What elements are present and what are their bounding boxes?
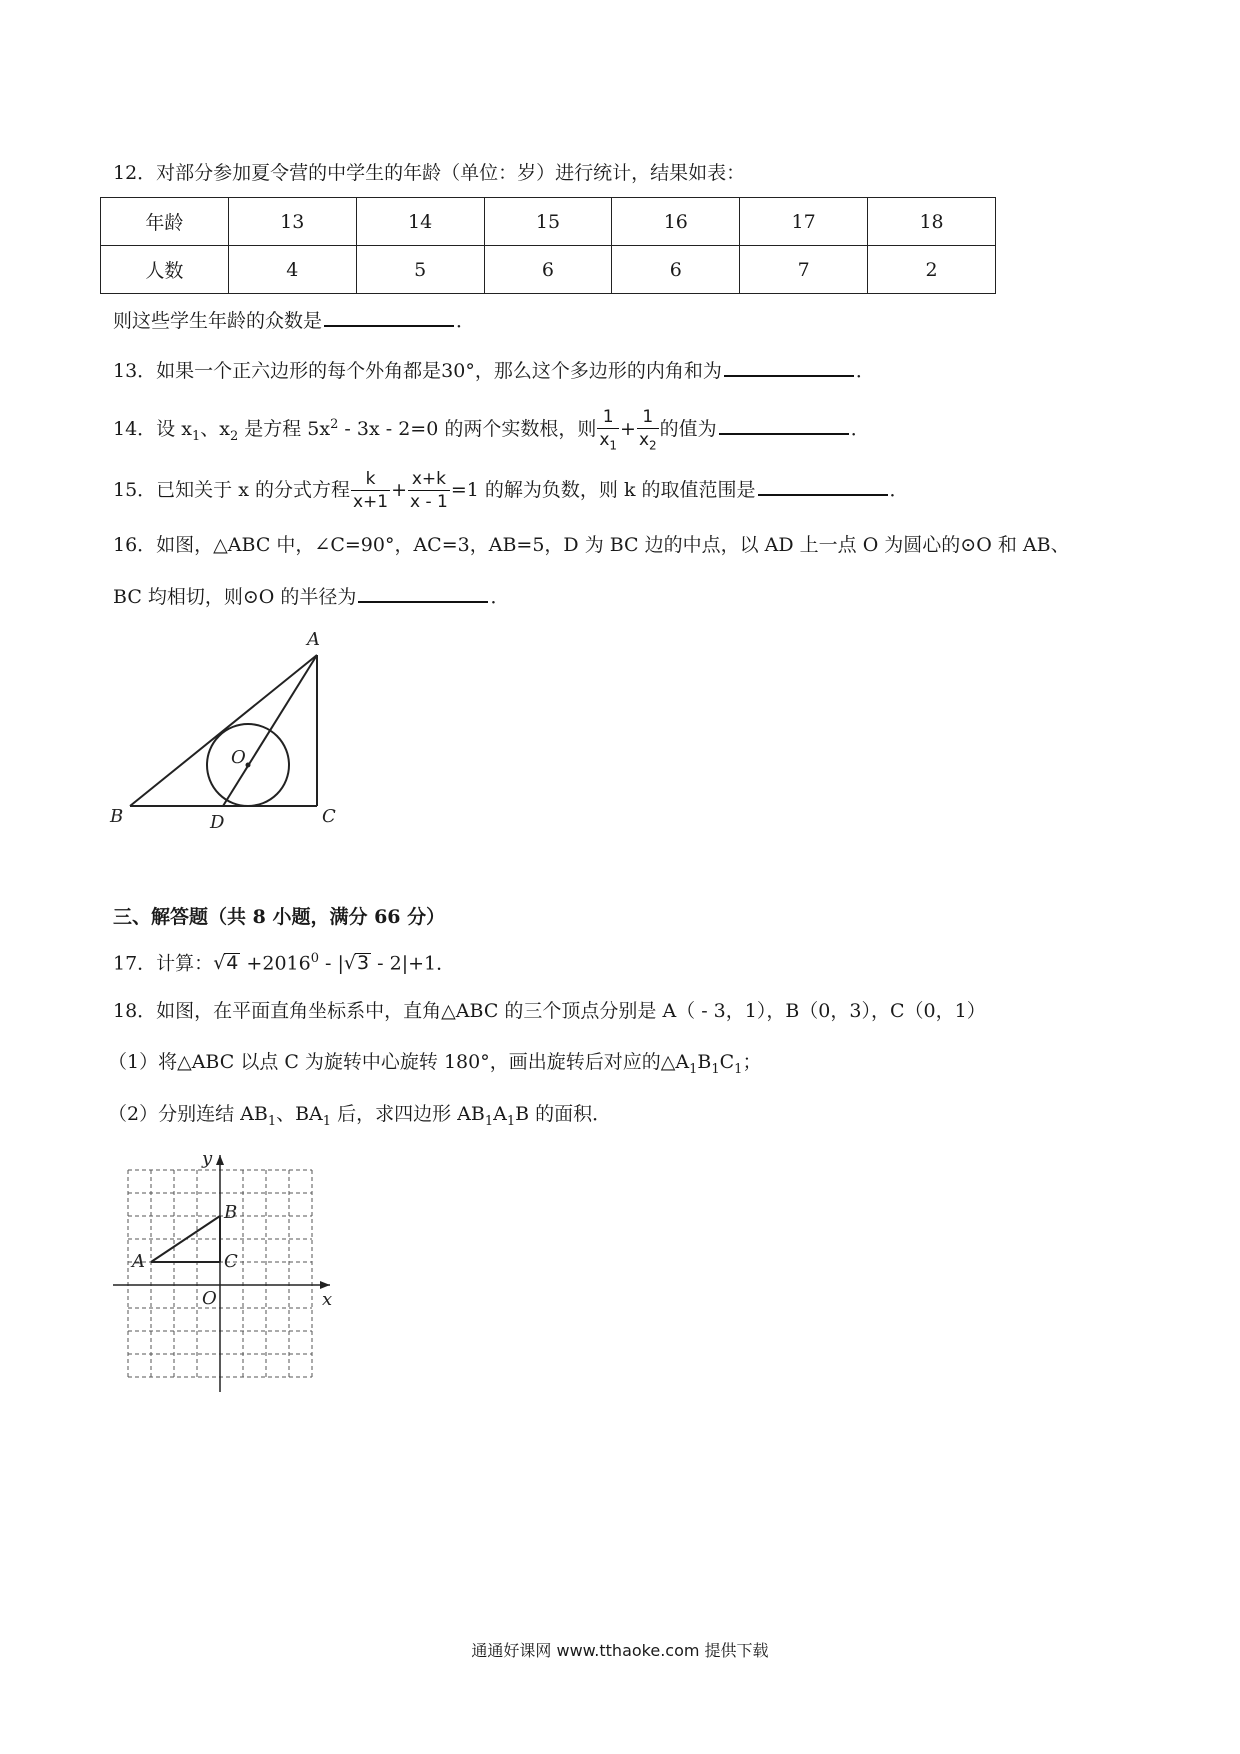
subscript: 1: [191, 429, 201, 445]
q15-suffix: =1 的解为负数，则 k 的取值范围是: [450, 479, 756, 502]
footer-text: 通通好课网 www.tthaoke.com 提供下载: [471, 1641, 769, 1660]
table-row: [101, 246, 996, 294]
subscript: 1: [734, 1061, 743, 1077]
label-c: C: [322, 806, 336, 827]
side-ab: [151, 1216, 220, 1262]
label-a: A: [132, 1251, 145, 1272]
origin-label: O: [202, 1288, 217, 1309]
label-o: O: [231, 747, 246, 768]
table-row: [101, 198, 996, 246]
label-d: D: [210, 812, 225, 833]
radicand: 4: [226, 952, 239, 975]
superscript: 2: [330, 416, 339, 432]
row-header-age: 年龄: [101, 198, 229, 246]
q13-text: 13．如果一个正六边形的每个外角都是30°，那么这个多边形的内角和为: [113, 360, 722, 382]
answer-blank[interactable]: [758, 493, 888, 496]
table-cell: 16: [612, 198, 740, 246]
y-axis-arrow-icon: [216, 1155, 224, 1165]
q18-text: 18．如图，在平面直角坐标系中，直角△ABC 的三个顶点分别是 A（ - 3，1），B（0，3），C（0，1）: [113, 1000, 986, 1022]
q14-prefix: 14．设 x: [113, 418, 192, 441]
q18-part1: [108, 1053, 761, 1076]
table-cell: 14: [356, 198, 484, 246]
label-a: A: [307, 629, 320, 650]
fraction: [351, 470, 390, 512]
period: ．: [889, 479, 909, 502]
q12-text: 12．对部分参加夏令营的中学生的年龄（单位：岁）进行统计，结果如表：: [113, 162, 746, 184]
answer-blank[interactable]: [324, 324, 454, 327]
table-cell: 5: [356, 246, 484, 294]
q17-prefix: 17．计算：: [113, 952, 214, 975]
vertex-b: B: [697, 1051, 712, 1073]
triangle-figure: [100, 625, 360, 845]
subscript: 1: [484, 1113, 494, 1129]
q14-text: - 3x - 2=0 的两个实数根，则: [338, 418, 597, 441]
q13-line: [113, 362, 875, 381]
fraction-denominator: x+1: [352, 491, 389, 512]
sqrt-expression: [344, 953, 371, 974]
period: ．: [855, 360, 875, 382]
subscript: 1: [322, 1113, 332, 1129]
q16-line2: [113, 588, 509, 607]
q12-answer-line: [113, 312, 475, 331]
axis-label-x: x: [322, 1289, 333, 1310]
answer-blank[interactable]: [724, 374, 854, 377]
vertex-a: A: [493, 1103, 507, 1125]
q17-text: +2016: [240, 952, 311, 975]
side-ab: [130, 655, 317, 806]
q16-line1: 16．如图，△ABC 中，∠C=90°，AC=3，AB=5，D 为 BC 边的中点，以 AD 上一点 O 为圆心的⊙O 和 AB、: [113, 534, 1070, 556]
table-cell: 13: [228, 198, 356, 246]
q15-line: [113, 470, 909, 512]
fraction-denominator: [597, 428, 619, 453]
row-header-count: 人数: [101, 246, 229, 294]
answer-blank[interactable]: [719, 432, 849, 435]
denominator-var: x: [638, 429, 650, 450]
q15-prefix: 15．已知关于 x 的分式方程: [113, 479, 350, 502]
subscript: 2: [649, 438, 657, 453]
semicolon: ；: [742, 1051, 762, 1073]
q18-part2-text: （2）分别连结 AB: [108, 1103, 268, 1125]
q17-text: - |: [319, 952, 344, 975]
q18-part1-text: （1）将△ABC 以点 C 为旋转中心旋转 180°，画出旋转后对应的△A: [108, 1051, 690, 1073]
period: ．: [456, 310, 476, 332]
fraction-denominator: [637, 428, 659, 453]
period: ．: [850, 418, 870, 441]
subscript: 1: [689, 1061, 698, 1077]
table-cell: 18: [868, 198, 996, 246]
fraction-numerator: 1: [642, 407, 654, 427]
fraction-numerator: k: [365, 469, 376, 489]
age-table: [100, 197, 996, 294]
subscript: 1: [609, 438, 618, 453]
coordinate-grid-figure: [108, 1150, 348, 1395]
q17-line: [113, 952, 455, 974]
fraction: [597, 408, 619, 452]
q18-part2-text: 、BA: [276, 1103, 323, 1125]
fraction-denominator: x - 1: [410, 491, 448, 512]
table-cell: 7: [740, 246, 868, 294]
label-b: B: [110, 806, 124, 827]
q16-text: BC 均相切，则⊙O 的半径为: [113, 586, 357, 608]
radical-icon: √: [343, 952, 357, 975]
period: ．: [490, 586, 510, 608]
subscript: 1: [711, 1061, 720, 1077]
plus-sign: +: [391, 479, 408, 502]
subscript: 1: [267, 1113, 277, 1129]
section-heading: 三、解答题（共 8 小题，满分 66 分）: [113, 906, 446, 928]
fraction-numerator: x+k: [411, 469, 447, 489]
vertex-c: C: [719, 1051, 735, 1073]
superscript: 0: [310, 951, 319, 966]
table-cell: 15: [484, 198, 612, 246]
fraction: [408, 470, 450, 512]
x-axis-arrow-icon: [320, 1281, 330, 1289]
q14-line: [113, 408, 870, 452]
q14-text: 是方程 5x: [238, 418, 331, 441]
q18-part2: [108, 1105, 611, 1128]
subscript: 2: [229, 429, 239, 445]
table-cell: 4: [228, 246, 356, 294]
table-cell: 6: [484, 246, 612, 294]
subscript: 1: [506, 1113, 516, 1129]
q14-suffix: 的值为: [659, 418, 717, 441]
label-b: B: [224, 1202, 238, 1223]
table-cell: 2: [868, 246, 996, 294]
table-cell: 17: [740, 198, 868, 246]
sqrt-expression: [213, 953, 240, 974]
q18-part2-end: B 的面积．: [515, 1103, 612, 1125]
q18-part2-text: 后，求四边形 AB: [331, 1103, 485, 1125]
q17-suffix: - 2|+1．: [371, 952, 456, 975]
denominator-var: x: [599, 429, 610, 450]
answer-blank[interactable]: [358, 600, 488, 603]
q14-text: 、x: [200, 418, 230, 441]
plus-sign: +: [620, 418, 636, 441]
fraction-numerator: 1: [602, 407, 614, 427]
q12-after-text: 则这些学生年龄的众数是: [113, 310, 323, 332]
center-point: [246, 763, 251, 768]
table-cell: 6: [612, 246, 740, 294]
label-c: C: [224, 1251, 238, 1272]
fraction: [637, 408, 659, 452]
radicand: 3: [357, 952, 370, 975]
radical-icon: √: [213, 952, 226, 975]
axis-label-y: y: [202, 1148, 213, 1169]
